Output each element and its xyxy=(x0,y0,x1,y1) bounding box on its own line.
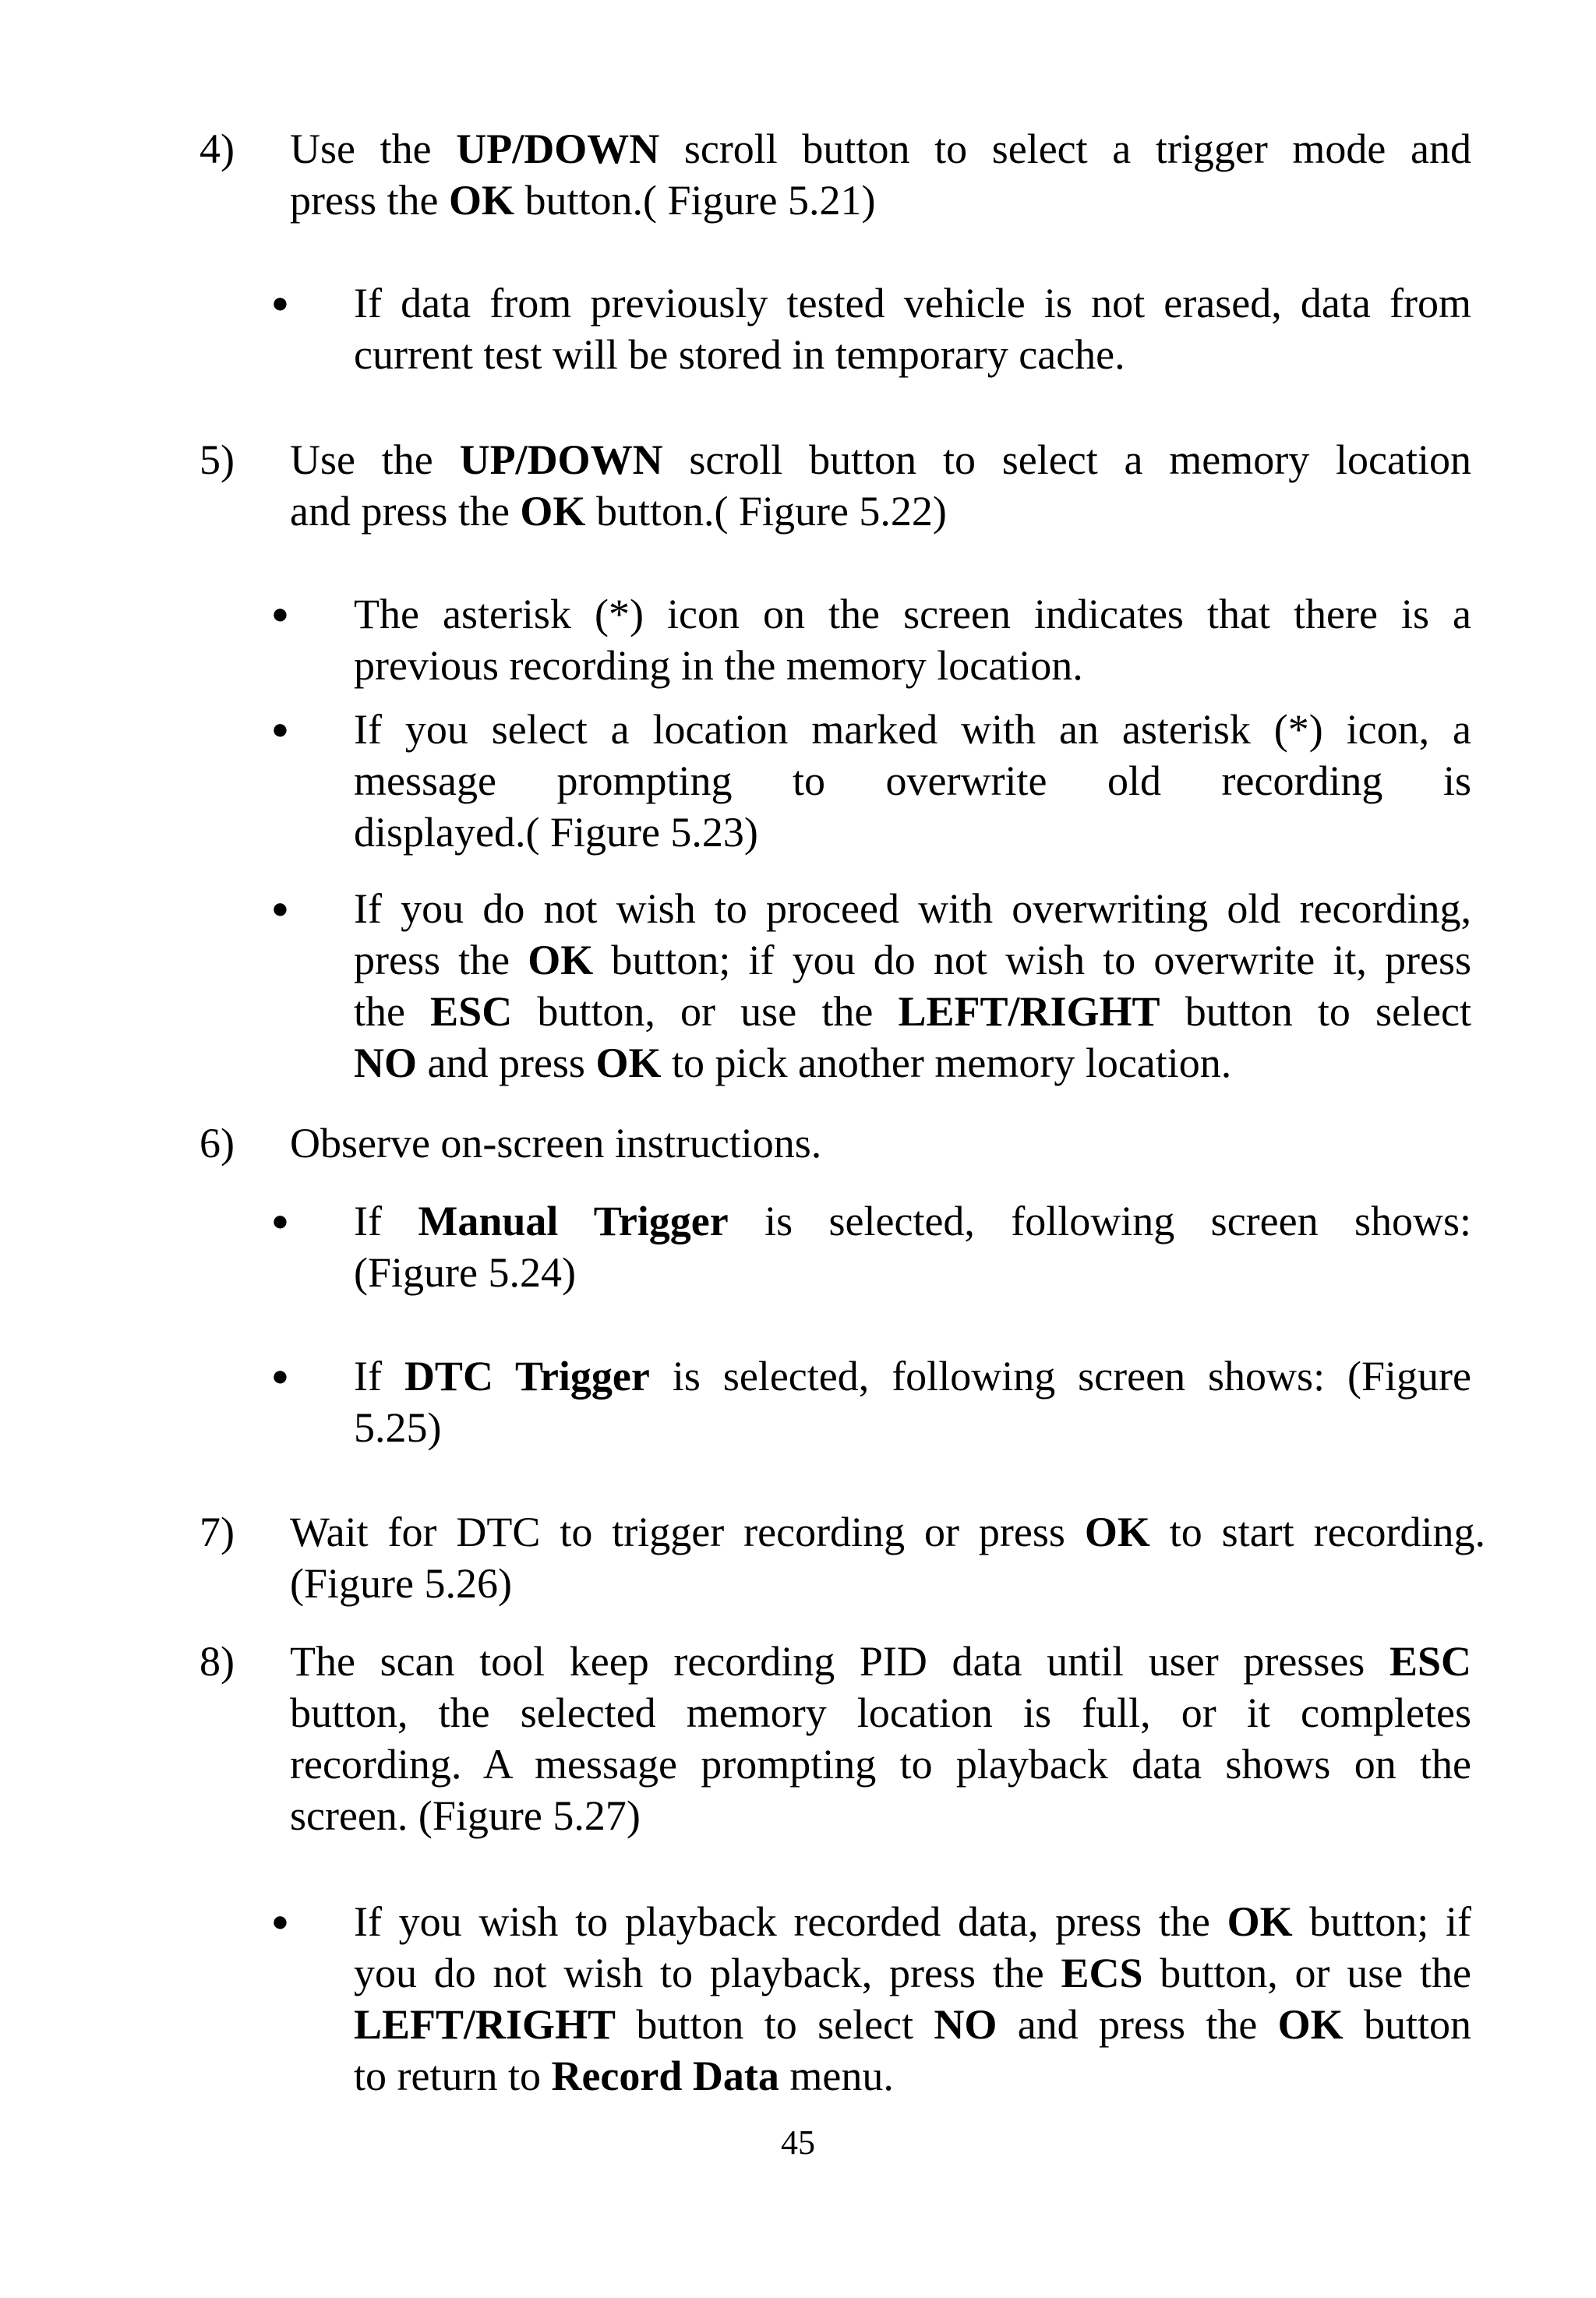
text-run: button; if you do not wish to overwrite it, press xyxy=(593,937,1472,983)
text-run: Use the xyxy=(290,436,460,483)
text-run: Wait for DTC to trigger recording or press xyxy=(290,1509,1085,1555)
bullet-text: If Manual Trigger is selected, following screen shows: (Figure 5.24) xyxy=(354,1198,1472,1296)
text-run: button to select xyxy=(616,2001,934,2048)
bullet-icon: ● xyxy=(271,598,289,630)
text-run: Use the xyxy=(290,125,457,172)
text-run: button, or use the xyxy=(512,988,899,1035)
step-text xyxy=(290,434,1471,537)
text-run: to return to xyxy=(354,2053,552,2099)
key-term: OK xyxy=(528,937,594,983)
key-term: ESC xyxy=(430,988,513,1035)
key-term: Record Data xyxy=(551,2053,779,2099)
bullet-icon: ● xyxy=(271,713,289,746)
key-term: DTC Trigger xyxy=(404,1353,650,1400)
key-term: OK xyxy=(1277,2001,1344,2048)
text-run: press the xyxy=(290,177,449,224)
bullet-icon: ● xyxy=(271,892,289,925)
text-run: you do not wish to playback, press the xyxy=(354,1950,1061,1996)
key-term: OK xyxy=(448,177,514,224)
text-run: to start recording. xyxy=(1149,1509,1485,1555)
key-term: ESC xyxy=(1389,1638,1471,1685)
text-run: press the xyxy=(354,937,528,983)
text-run: If xyxy=(354,1198,418,1244)
key-term: OK xyxy=(1084,1509,1150,1555)
bullet-icon: ● xyxy=(271,1205,289,1237)
step-number: 5) xyxy=(200,436,235,483)
step-text: Observe on-screen instructions. xyxy=(290,1120,822,1167)
step-number: 6) xyxy=(200,1120,235,1167)
text-run: the xyxy=(354,988,431,1035)
text-run: scroll button to select a trigger mode and xyxy=(659,125,1472,172)
bullet-text: If you select a location marked with an asterisk (*) icon, a message prompting to overwrite old recording is displayed.( Figure 5.23) xyxy=(354,706,1471,856)
bullet-text: If data from previously tested vehicle is not erased, data from current test will be stored in temporary cache. xyxy=(354,280,1471,378)
key-term: OK xyxy=(1227,1898,1293,1945)
text-run: and press the xyxy=(290,488,521,535)
key-term: LEFT/RIGHT xyxy=(898,988,1160,1035)
step-number: 8) xyxy=(200,1638,235,1685)
step-number: 7) xyxy=(200,1509,235,1555)
text-run: The scan tool keep recording PID data until user presses xyxy=(290,1638,1389,1685)
text-run: If you wish to playback recorded data, press the xyxy=(354,1898,1227,1945)
text-run: button to select xyxy=(1160,988,1471,1035)
key-term: UP/DOWN xyxy=(459,436,663,483)
bullet-text xyxy=(354,1896,1471,2102)
key-term: OK xyxy=(520,488,586,535)
text-run: button.( Figure 5.22) xyxy=(585,488,947,535)
text-run: button.( Figure 5.21) xyxy=(514,177,876,224)
bullet-text: If you do not wish to proceed with overwriting old recording, press the OK button; if you do not wish to overwrite it, press the ESC button, or use the LEFT/RIGHT button to select NO and press OK to pick another memory location. xyxy=(354,885,1472,1086)
page-number: 45 xyxy=(781,2123,815,2162)
text-run: menu. xyxy=(779,2053,894,2099)
key-term: NO xyxy=(934,2001,998,2048)
key-term: ECS xyxy=(1061,1950,1143,1996)
text-run: and press the xyxy=(997,2001,1278,2048)
text-run: is selected, following screen shows: (Figure xyxy=(649,1353,1472,1400)
bullet-icon: ● xyxy=(271,1905,289,1938)
bullet-icon: ● xyxy=(271,1360,289,1393)
key-term: UP/DOWN xyxy=(456,125,660,172)
text-run: and press xyxy=(417,1040,596,1086)
step-text xyxy=(290,123,1471,226)
bullet-icon: ● xyxy=(271,287,289,319)
key-term: LEFT/RIGHT xyxy=(354,2001,616,2048)
bullet-text: If DTC Trigger is selected, following screen shows: (Figure 5.25) xyxy=(354,1353,1472,1451)
text-run: is selected, following screen shows: xyxy=(728,1198,1472,1244)
key-term: NO xyxy=(354,1040,417,1086)
text-run: button, or use the xyxy=(1142,1950,1471,1996)
text-run: If xyxy=(354,1353,404,1400)
text-run: button; if xyxy=(1292,1898,1471,1945)
step-number: 4) xyxy=(200,125,235,172)
key-term: OK xyxy=(595,1040,662,1086)
text-run: to pick another memory location. xyxy=(661,1040,1232,1086)
bullet-text: The asterisk (*) icon on the screen indicates that there is a previous recording in the memory location. xyxy=(354,591,1471,689)
key-term: Manual Trigger xyxy=(418,1198,729,1244)
text-run: button xyxy=(1343,2001,1471,2048)
step-text: The scan tool keep recording PID data until user presses ESC button, the selected memory location is full, or it completes recording. A message prompting to playback data shows on the screen. (Figure 5.27) xyxy=(290,1638,1471,1839)
text-run: scroll button to select a memory location xyxy=(662,436,1471,483)
step-text: Wait for DTC to trigger recording or press OK to start recording. (Figure 5.26) xyxy=(290,1509,1485,1607)
